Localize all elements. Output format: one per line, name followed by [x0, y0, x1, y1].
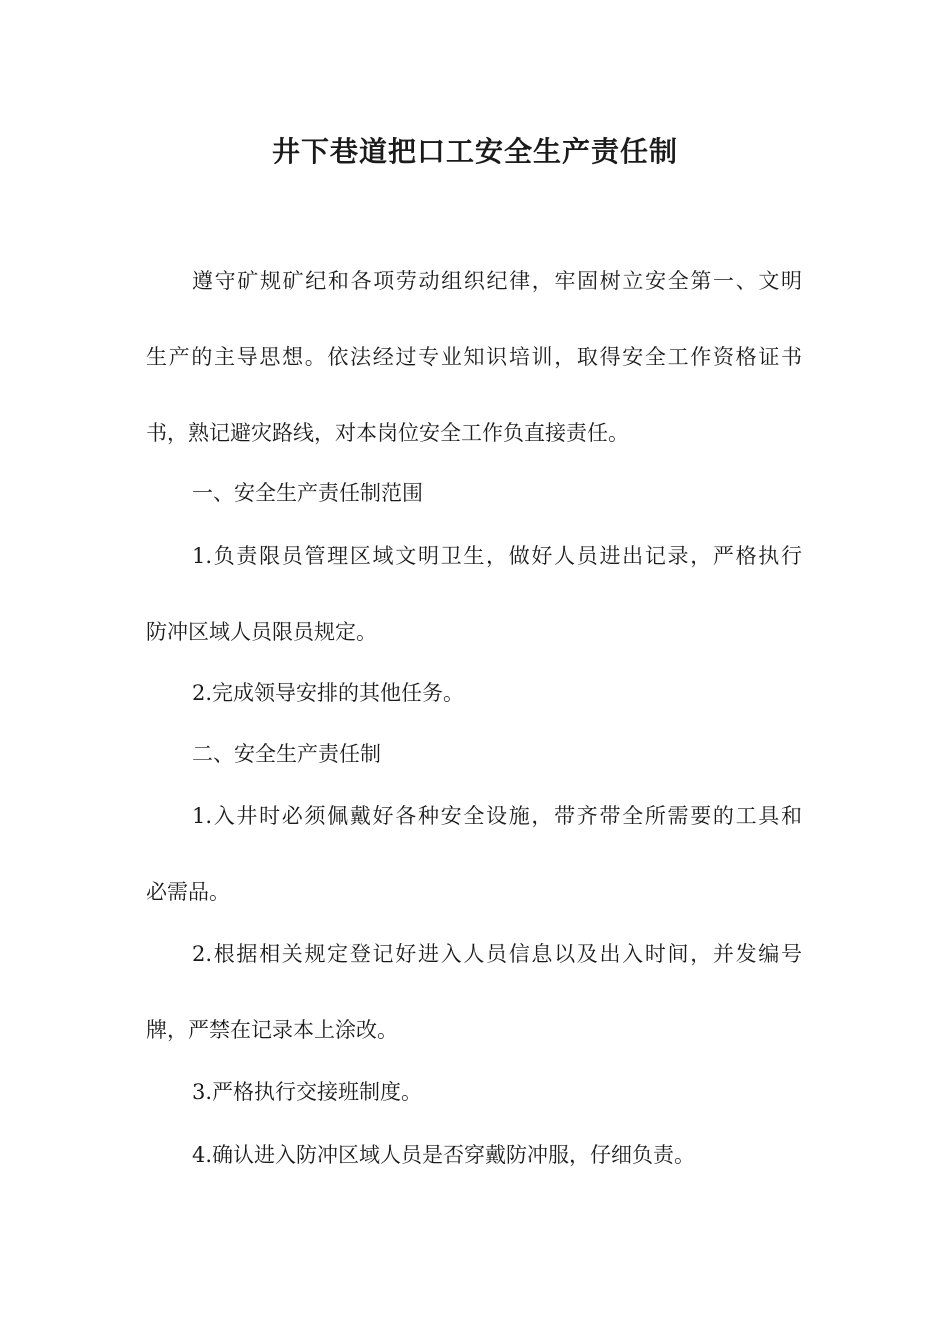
list-item: 3.严格执行交接班制度。 — [192, 1080, 423, 1104]
list-item: 2.根据相关规定登记好进入人员信息以及出入时间，并发编号 — [192, 942, 802, 966]
paragraph-line: 生产的主导思想。依法经过专业知识培训，取得安全工作资格证书 — [146, 345, 802, 369]
paragraph-line: 遵守矿规矿纪和各项劳动组织纪律，牢固树立安全第一、文明 — [192, 269, 802, 293]
list-item-continuation: 牌，严禁在记录本上涂改。 — [146, 1018, 398, 1042]
list-item: 1.负责限员管理区域文明卫生，做好人员进出记录，严格执行 — [192, 544, 802, 568]
section-heading: 一、安全生产责任制范围 — [192, 481, 423, 505]
list-item: 2.完成领导安排的其他任务。 — [192, 681, 465, 705]
list-item-continuation: 防冲区域人员限员规定。 — [146, 620, 377, 644]
section-heading: 二、安全生产责任制 — [192, 742, 381, 766]
list-item-continuation: 必需品。 — [146, 880, 230, 904]
paragraph-line: 书，熟记避灾路线，对本岗位安全工作负直接责任。 — [146, 421, 629, 445]
list-item: 4.确认进入防冲区域人员是否穿戴防冲服，仔细负责。 — [192, 1143, 696, 1167]
document-title: 井下巷道把口工安全生产责任制 — [271, 135, 678, 168]
list-item: 1.入井时必须佩戴好各种安全设施，带齐带全所需要的工具和 — [192, 804, 802, 828]
